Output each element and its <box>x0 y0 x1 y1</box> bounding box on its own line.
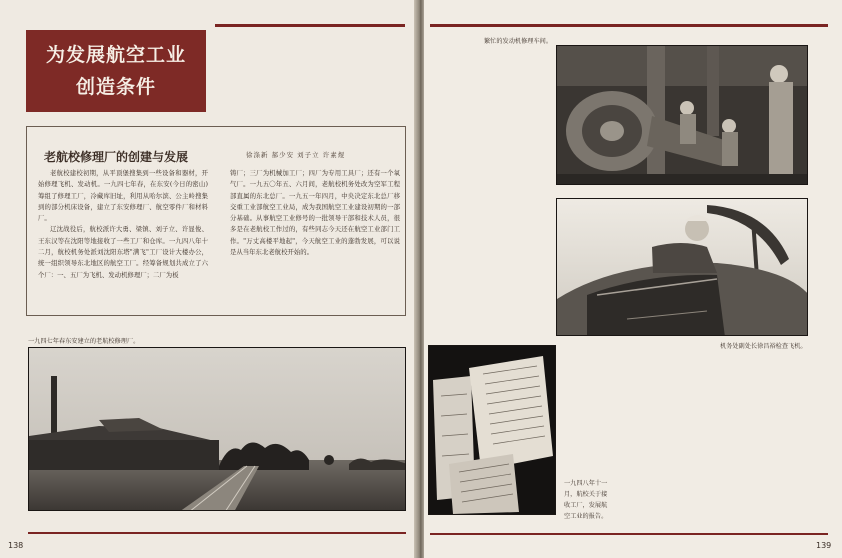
factory-photo-caption: 一九四七年春东安建立的老航校修理厂。 <box>28 338 140 345</box>
aircraft-inspection-photo-image <box>557 199 808 336</box>
article-heading: 老航校修理厂的创建与发展 <box>44 150 189 164</box>
workshop-photo-caption: 繁忙的发动机修理车间。 <box>484 38 553 45</box>
paragraph: 老航校建校初期，从平顶堡搜集到一些设备和器材，开始修理飞机、发动机。一九四七年春，在东安(今日的密山)筹组了修理工厂，冷藏库旧址，利用从哈尔滨、公主岭搜集到的部分机床设备，建立了东安修理厂、航空零件厂和材料厂。 <box>38 169 208 223</box>
top-rule <box>215 24 405 27</box>
bottom-rule <box>28 532 406 534</box>
bottom-rule <box>430 533 828 535</box>
report-document-caption: 一九四八年十一月，航校关于接收工厂，发展航空工业的报告。 <box>564 480 608 520</box>
article-authors: 徐涤新 郝少安 刘子立 许素煜 <box>246 151 346 159</box>
paragraph: 辽沈战役后，航校派许大勇、梁镇、刘子立、许显俊、王东汉等在沈阳等地接收了一些工厂和仓库。一九四八年十二月，航校机务处派刘沈阳东塔"满飞"工厂设计大楼办公，统一组织领导东北地区的航空工厂。经筹备规划共成立了六个厂：一、五厂为飞机、发动机修理厂；二厂为板 <box>38 225 208 279</box>
page-number: 138 <box>8 541 24 550</box>
article-column-2 <box>230 168 400 258</box>
article-title-box <box>26 30 206 112</box>
title-line-1: 为发展航空工业 <box>45 44 186 66</box>
paragraph: 铸厂；三厂为机械加工厂；四厂为专用工具厂；还有一个氧气厂。一九五〇年五、六月间，老航校机务处改为空军工程部直属的东北总厂。一九五一年四月，中央决定东北总厂移交重工业部航空工业局，成为我国航空工业建设初期的一部分基础。从事航空工业修号的一批领导干部和技术人员，很多是在老航校工作过的，有些同志今天还在航空工业部门工作。"万丈高楼平地起"，今天航空工业的蓬勃发展，可以说是从当年东北老航校开始的。 <box>230 169 400 257</box>
factory-photo <box>28 347 406 511</box>
report-document-photo <box>428 345 556 515</box>
workshop-photo-image <box>557 46 808 185</box>
right-page <box>424 0 842 558</box>
title-line-2: 创造条件 <box>75 76 156 98</box>
page-number: 139 <box>816 541 832 550</box>
inspection-photo-caption: 机务处副处长徐昌裕检查飞机。 <box>720 343 807 350</box>
report-document-photo-image <box>429 346 556 515</box>
left-page <box>0 0 416 558</box>
aircraft-inspection-photo <box>556 198 808 336</box>
top-rule <box>430 24 828 27</box>
workshop-photo <box>556 45 808 185</box>
factory-photo-image <box>29 348 406 511</box>
article-column-1 <box>38 168 208 281</box>
